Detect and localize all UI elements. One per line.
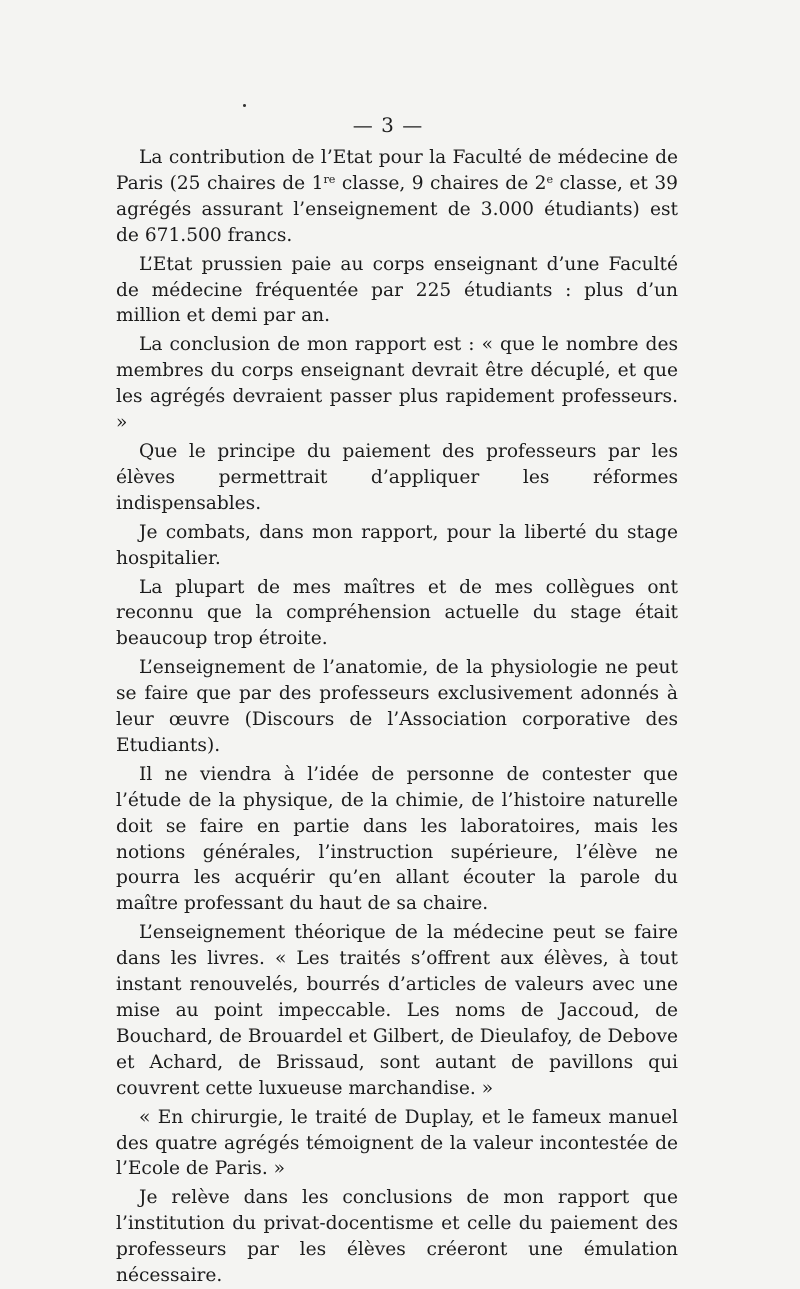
ordinal-superscript-2: e (546, 172, 554, 186)
body-text (116, 145, 678, 1289)
paragraph-1-part-a: La contribution de l’Etat pour la Faculté de médecine de Paris (25 chaires de 1 (116, 147, 678, 194)
paragraph-11: Je relève dans les conclusions de mon rapport que l’institution du privat-docentisme et celle du paiement des professeurs par les élèves créeront une émulation nécessaire. (116, 1187, 678, 1287)
page-number: — 3 — (352, 113, 424, 137)
paragraph-1 (116, 145, 678, 249)
paragraph-8: Il ne viendra à l’idée de personne de contester que l’étude de la physique, de la chimie, de l’histoire naturelle doit se faire en partie dans les laboratoires, mais les notions générales, l’instruction supérieure, l’élève ne pourra les acquérir qu’en allant écouter la parole du maître professant du haut de sa chaire. (116, 763, 678, 915)
print-speck (243, 104, 246, 107)
paragraph-6: La plupart de mes maîtres et de mes collègues ont reconnu que la compréhension actuelle du stage était beaucoup trop étroite. (116, 576, 678, 650)
paragraph-3: La conclusion de mon rapport est : « que le nombre des membres du corps enseignant devrait être décuplé, et que les agrégés devraient passer plus rapidement professeurs. » (116, 334, 678, 434)
paragraph-9: L’enseignement théorique de la médecine peut se faire dans les livres. « Les traités s’offrent aux élèves, à tout instant renouvelés, bourrés d’articles de valeurs avec une mise au point impeccable. Les noms de Jaccoud, de Bouchard, de Brouardel et Gilbert, de Dieulafoy, de Debove et Achard, de Brissaud, sont autant de pavillons qui couvrent cette luxueuse marchandise. » (116, 922, 678, 1099)
ordinal-superscript-1: re (323, 172, 336, 186)
paragraph-5: Je combats, dans mon rapport, pour la liberté du stage hospitalier. (116, 521, 678, 569)
paragraph-10: « En chirurgie, le traité de Duplay, et le fameux manuel des quatre agrégés témoignent de la valeur incontestée de l’Ecole de Paris. » (116, 1106, 678, 1180)
paragraph-7: L’enseignement de l’anatomie, de la physiologie ne peut se faire que par des professeurs exclusivement adonnés à leur œuvre (Discours de l’Association corporative des Etudiants). (116, 657, 678, 756)
paragraph-4: Que le principe du paiement des professeurs par les élèves permettrait d’appliquer les réformes indispensables. (116, 440, 678, 514)
paragraph-1-part-c: classe, et 39 agrégés assurant l’enseignement de 3.000 étudiants) est de 671.500 francs. (116, 172, 678, 246)
paragraph-2: L’Etat prussien paie au corps enseignant d’une Faculté de médecine fréquentée par 225 étudiants : plus d’un million et demi par an. (116, 253, 678, 327)
paragraph-1-part-b: classe, 9 chaires de 2 (335, 172, 547, 194)
